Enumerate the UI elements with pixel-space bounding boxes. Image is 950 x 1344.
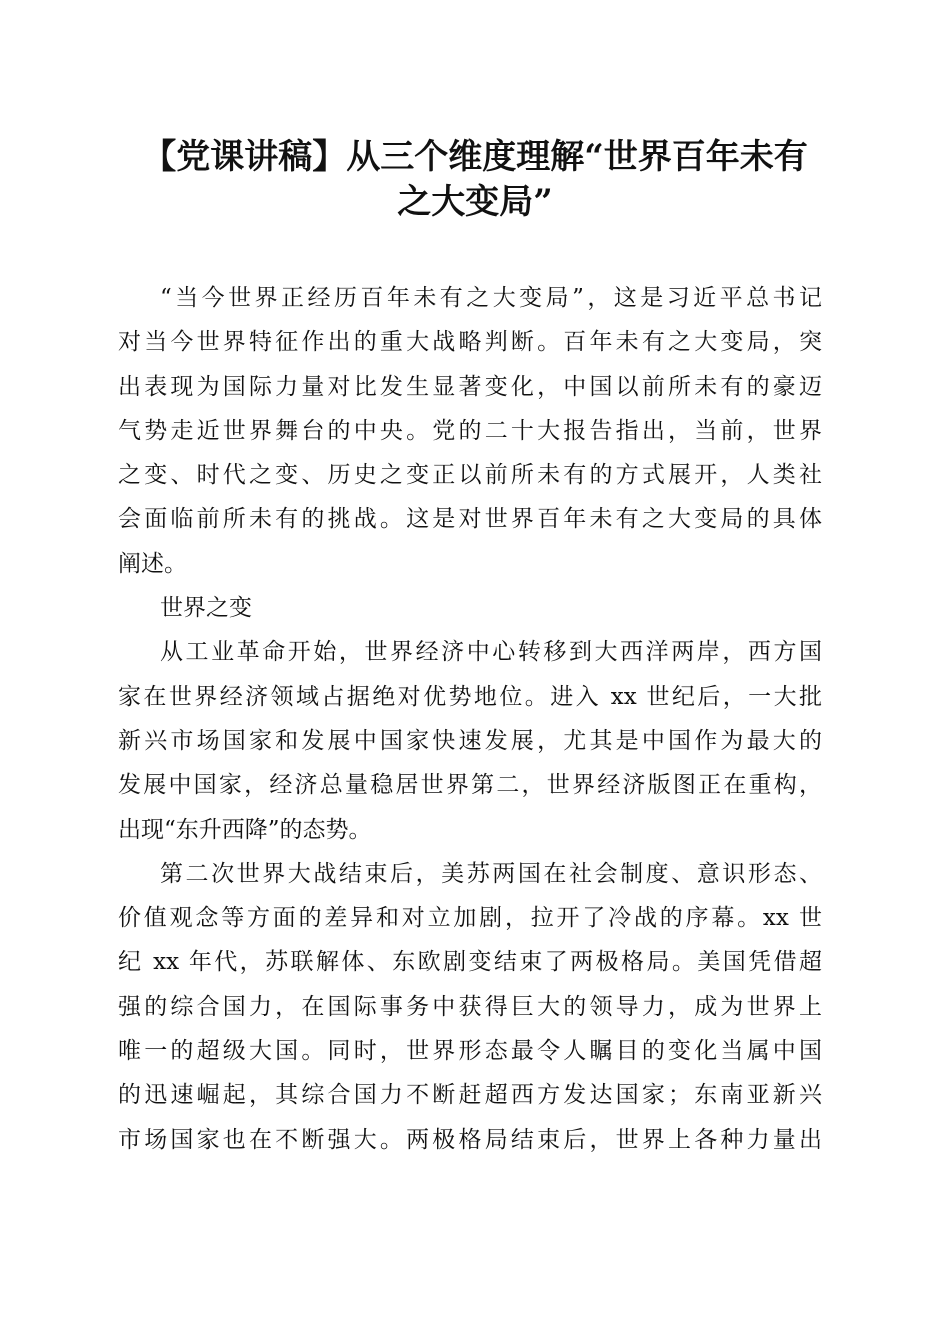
text-line: 第二次世界大战结束后，美苏两国在社会制度、意识形态、 [160,860,822,887]
text-line: 强的综合国力，在国际事务中获得巨大的领导力，成为世界上 [118,993,822,1020]
text-line: 对当今世界特征作出的重大战略判断。百年未有之大变局，突 [118,329,822,356]
text-line: 气势走近世界舞台的中央。党的二十大报告指出，当前，世界 [118,417,822,444]
text-line: 之变、时代之变、历史之变正以前所未有的方式展开，人类社 [118,462,822,489]
paragraph-economy [118,630,822,851]
text-line: 出表现为国际力量对比发生显著变化，中国以前所未有的豪迈 [118,373,822,400]
text-line: 阐述。 [118,550,187,577]
title-line: 之大变局” [397,182,553,222]
paragraph-intro [118,276,822,586]
paragraph-cold-war [118,852,822,1162]
document-body [118,276,822,1162]
text-line: 价值观念等方面的差异和对立加剧，拉开了冷战的序幕。xx 世 [118,905,822,932]
text-line: 新兴市场国家和发展中国家快速发展，尤其是中国作为最大的 [118,727,822,754]
text-line: “当今世界正经历百年未有之大变局”，这是习近平总书记 [160,285,822,311]
text-line: 纪 xx 年代，苏联解体、东欧剧变结束了两极格局。美国凭借超 [118,949,822,976]
title-line: 【党课讲稿】从三个维度理解“世界百年未有 [142,137,808,177]
section-heading [118,586,822,630]
text-line: 唯一的超级大国。同时，世界形态最令人瞩目的变化当属中国 [118,1038,822,1065]
text-line: 家在世界经济领域占据绝对优势地位。进入 xx 世纪后，一大批 [118,683,822,710]
section-heading-text: 世界之变 [160,595,252,622]
text-line: 市场国家也在不断强大。两极格局结束后，世界上各种力量出 [118,1126,822,1153]
text-line: 会面临前所未有的挑战。这是对世界百年未有之大变局的具体 [118,506,822,533]
text-line: 出现“东升西降”的态势。 [118,816,372,843]
text-line: 从工业革命开始，世界经济中心转移到大西洋两岸，西方国 [160,639,822,666]
text-line: 发展中国家，经济总量稳居世界第二，世界经济版图正在重构， [118,772,822,799]
document-title [118,135,832,225]
text-line: 的迅速崛起，其综合国力不断赶超西方发达国家；东南亚新兴 [118,1082,822,1109]
